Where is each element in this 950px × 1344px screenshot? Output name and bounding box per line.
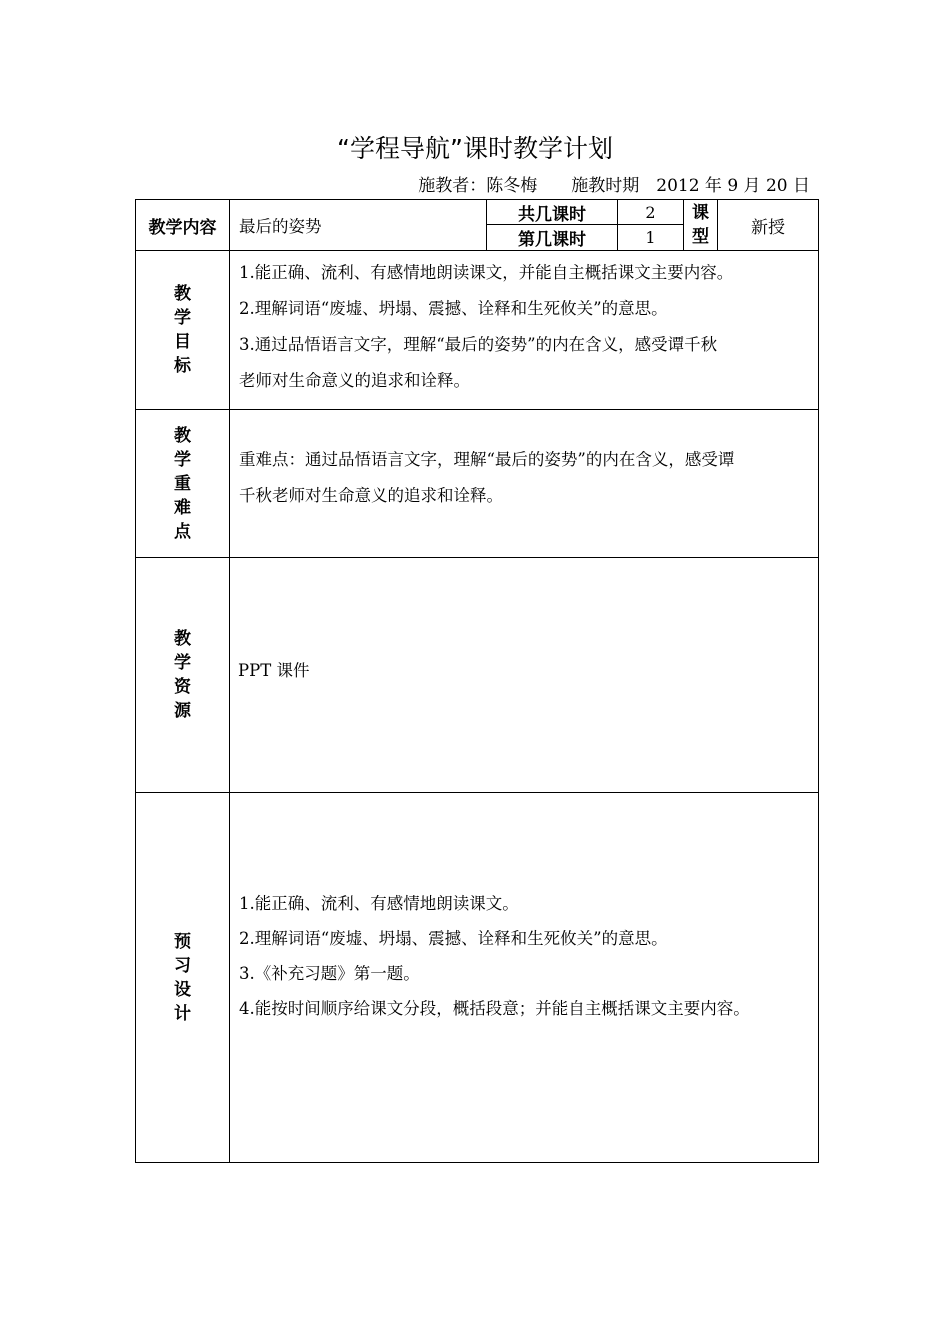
preview-line: 2.理解词语“废墟、坍塌、震撼、诠释和生死攸关”的意思。 [239, 929, 668, 948]
label-char: 源 [174, 701, 191, 721]
row-line-2 [135, 409, 819, 410]
resources-label [136, 558, 229, 792]
lesson-type-char: 型 [692, 227, 709, 247]
objective-line: 3.通过品悟语言文字，理解“最后的姿势”的内在含义，感受谭千秋 [239, 335, 718, 354]
total-lessons-value: 2 [645, 202, 656, 222]
table-border-bottom [135, 1162, 819, 1163]
label-char: 学 [174, 308, 191, 328]
key-point-line: 重难点：通过品悟语言文字，理解“最后的姿势”的内在含义，感受谭 [239, 450, 735, 469]
objective-line: 1.能正确、流利、有感情地朗读课文，并能自主概括课文主要内容。 [239, 263, 734, 282]
lesson-number-label: 第几课时 [518, 230, 586, 250]
label-char: 标 [174, 356, 191, 376]
label-char: 预 [174, 931, 191, 952]
label-char: 教 [174, 629, 191, 649]
preview-content [230, 886, 818, 1046]
lesson-type-label [684, 200, 717, 250]
label-char: 习 [174, 955, 191, 976]
label-char: 重 [174, 473, 191, 494]
label-char: 学 [174, 653, 191, 673]
key-points-label [136, 410, 229, 557]
label-char: 目 [174, 332, 191, 352]
preview-line: 4.能按时间顺序给课文分段，概括段意；并能自主概括课文主要内容。 [239, 999, 750, 1018]
label-char: 教 [174, 284, 191, 304]
preview-label [136, 793, 229, 1162]
label-char: 资 [174, 677, 191, 697]
label-char: 难 [174, 497, 191, 518]
lesson-plan-table [135, 199, 819, 1163]
key-point-line: 千秋老师对生命意义的追求和诠释。 [239, 486, 503, 505]
total-lessons-label: 共几课时 [518, 204, 586, 225]
lesson-number-value: 1 [645, 228, 656, 247]
key-points-content [230, 442, 818, 552]
content-label: 教学内容 [148, 217, 217, 238]
label-char: 设 [174, 979, 191, 1000]
objective-line: 老师对生命意义的追求和诠释。 [239, 371, 470, 390]
lesson-type-char: 课 [692, 203, 709, 223]
row-line-1 [135, 250, 819, 251]
objectives-content [230, 255, 818, 409]
table-border-right [818, 199, 819, 1163]
content-value: 最后的姿势 [239, 217, 322, 236]
label-char: 点 [174, 521, 191, 542]
page-title: “学程导航”课时教学计划 [337, 134, 613, 163]
resources-content: PPT 课件 [238, 661, 310, 680]
teacher-date-line: 施教者：陈冬梅 施教时期 2012 年 9 月 20 日 [418, 176, 810, 196]
label-char: 教 [174, 425, 191, 446]
objective-line: 2.理解词语“废墟、坍塌、震撼、诠释和生死攸关”的意思。 [239, 299, 668, 318]
lesson-type-value: 新授 [751, 217, 785, 238]
objectives-label [136, 251, 229, 409]
label-char: 计 [174, 1003, 191, 1024]
preview-line: 3.《补充习题》第一题。 [239, 964, 420, 983]
preview-line: 1.能正确、流利、有感情地朗读课文。 [239, 894, 519, 913]
label-char: 学 [174, 449, 191, 470]
row-line-4 [135, 792, 819, 793]
